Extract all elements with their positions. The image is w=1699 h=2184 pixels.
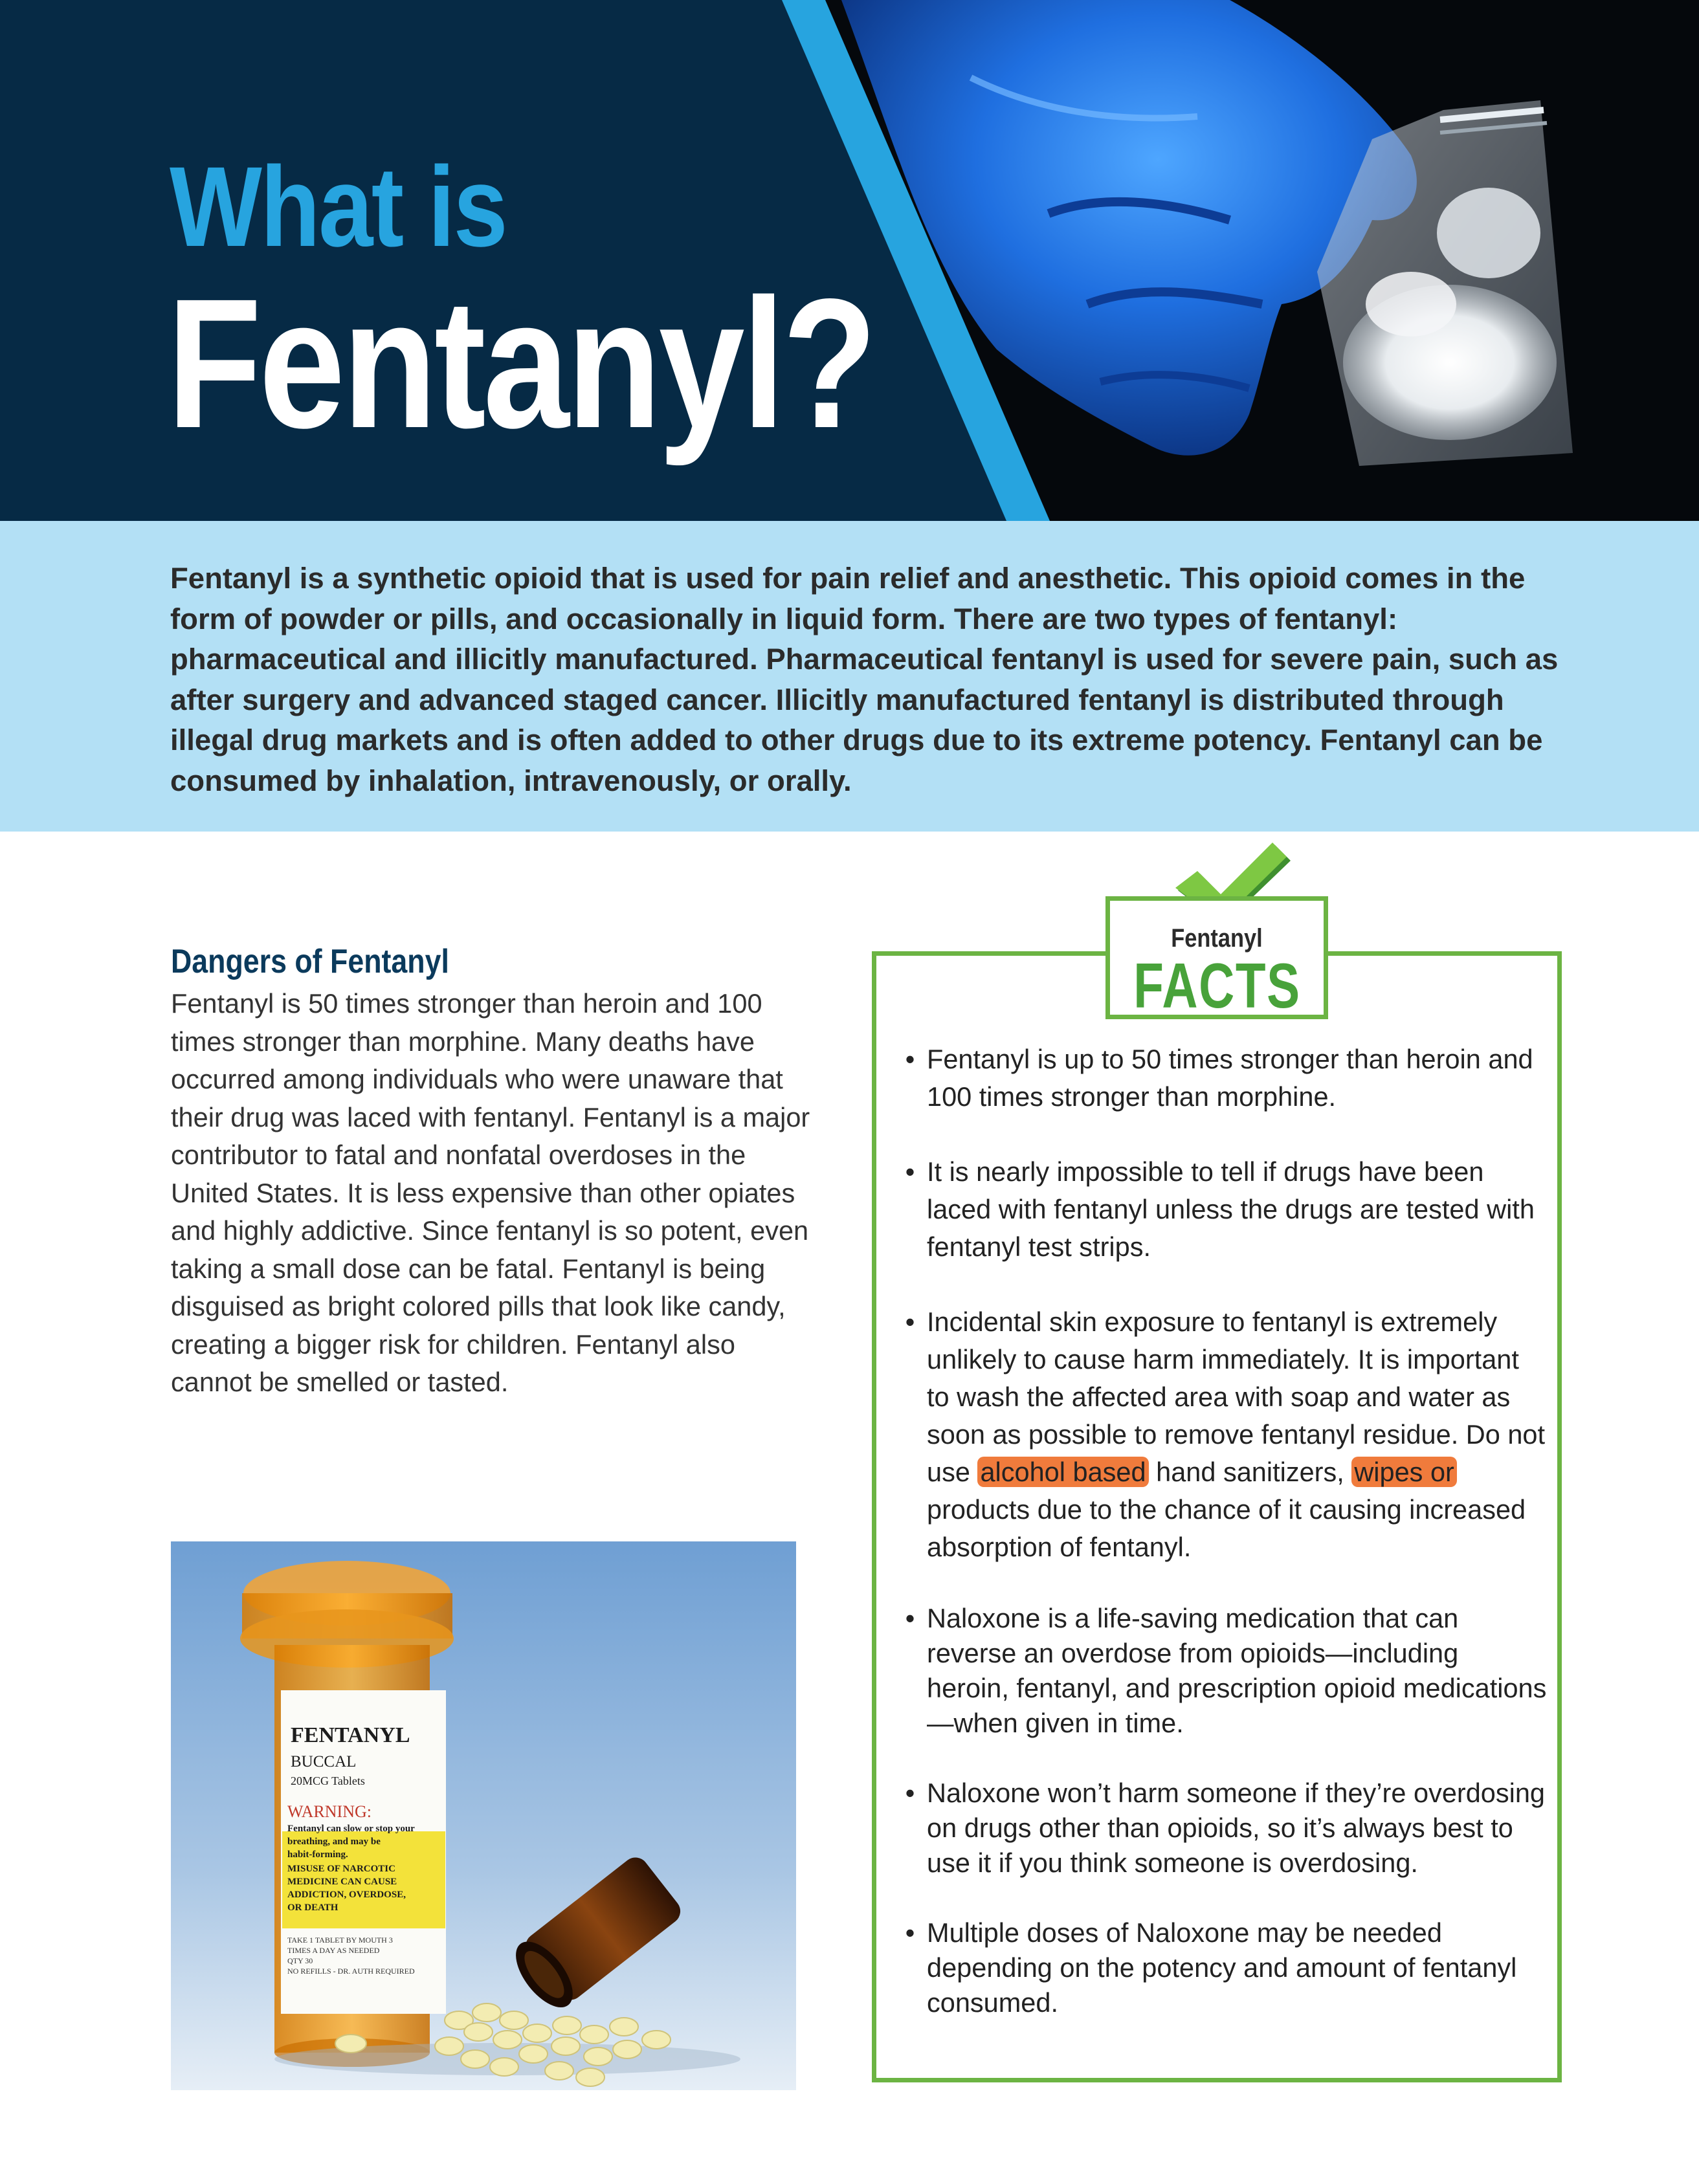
bullet-icon: • <box>905 1778 915 1808</box>
fact-item <box>893 1601 1547 1741</box>
bottle-warning-line: MISUSE OF NARCOTIC <box>287 1864 395 1874</box>
bottle-label-buccal: BUCCAL <box>291 1753 357 1770</box>
dangers-heading: Dangers of Fentanyl <box>171 943 449 980</box>
fact-item <box>893 1153 1547 1266</box>
bottle-direction-line: TIMES A DAY AS NEEDED <box>287 1946 380 1955</box>
badge-fentanyl-label: Fentanyl <box>1171 924 1263 953</box>
intro-paragraph: Fentanyl is a synthetic opioid that is used for pain relief and anesthetic. This opioid comes in the form of powder or pills, and occasionally in liquid form. There are two types of fentanyl: pharmaceutical and illicitly manufactured. Pharmaceutical fentanyl is used for severe pain, such as after surgery and advanced staged cancer. Illicitly manufactured fentanyl is distributed through illegal drug markets and is often added to other drugs due to its extreme potency. Fentanyl can be consumed by inhalation, intravenously, or orally. <box>170 562 1559 797</box>
fact-text: Multiple doses of Naloxone may be needed depending on the potency and amount of fentanyl consumed. <box>927 1917 1517 2018</box>
bottle-direction-line: NO REFILLS - DR. AUTH REQUIRED <box>287 1967 415 1976</box>
fact-item <box>893 1915 1547 2020</box>
fact-text: products due to the chance of it causing increased absorption of fentanyl. <box>927 1494 1526 1562</box>
pill-bottle-photo <box>171 1541 796 2090</box>
facts-badge <box>1105 896 1328 1019</box>
fact-item <box>893 1041 1547 1116</box>
facts-list <box>893 1041 1547 2020</box>
bottle-direction-line: QTY 30 <box>287 1956 313 1965</box>
bottle-warning-line: breathing, and may be <box>287 1837 381 1847</box>
title-fentanyl: Fentanyl? <box>167 261 874 467</box>
fact-text: Fentanyl is up to 50 times stronger than heroin and 100 times stronger than morphine. <box>927 1044 1533 1112</box>
bottle-warning-line: habit-forming. <box>287 1849 348 1860</box>
fact-text: It is nearly impossible to tell if drugs have been laced with fentanyl unless the drugs are tested with fentanyl test strips. <box>927 1156 1535 1262</box>
bottle-warning-line: Fentanyl can slow or stop your <box>287 1824 415 1834</box>
bullet-icon: • <box>905 1603 915 1633</box>
fact-text: Naloxone is a life-saving medication that can reverse an overdose from opioids—including heroin, fentanyl, and prescription opioid medications—when given in time. <box>927 1603 1547 1738</box>
highlight-alcohol-based: alcohol based <box>977 1457 1148 1487</box>
bottle-direction-line: TAKE 1 TABLET BY MOUTH 3 <box>287 1936 393 1945</box>
bottle-warning-line: ADDICTION, OVERDOSE, <box>287 1890 406 1900</box>
header-banner <box>0 0 1699 521</box>
dangers-paragraph: Fentanyl is 50 times stronger than heroin and 100 times stronger than morphine. Many deaths have occurred among individuals who were unaware that their drug was laced with fentanyl. Fentanyl is a major contributor to fatal and nonfatal overdoses in the United States. It is less expensive than other opiates and highly addictive. Since fentanyl is so potent, even taking a small dose can be fatal. Fentanyl is being disguised as bright colored pills that look like candy, creating a bigger risk for children. Fentanyl also cannot be smelled or tasted. <box>171 988 810 1397</box>
bottle-label-warning: WARNING: <box>287 1802 372 1821</box>
bottle-warning-line: MEDICINE CAN CAUSE <box>287 1877 397 1887</box>
title-what-is: What is <box>170 144 507 270</box>
bottle-label-dose: 20MCG Tablets <box>291 1774 365 1787</box>
bullet-icon: • <box>905 1044 915 1074</box>
fact-text: Incidental skin exposure to fentanyl is extremely unlikely to cause harm immediately. It is important to wash the affected area with soap and water as soon as possible to remove fentanyl residue. Do not use <box>927 1307 1546 1487</box>
fact-text: hand sanitizers, <box>1148 1457 1352 1487</box>
fact-item <box>893 1776 1547 1881</box>
bullet-icon: • <box>905 1307 915 1337</box>
bullet-icon: • <box>905 1917 915 1948</box>
bottle-label-name: FENTANYL <box>291 1723 410 1747</box>
bottle-warning-line: OR DEATH <box>287 1903 339 1913</box>
intro-band <box>0 521 1699 832</box>
fact-item <box>893 1303 1547 1566</box>
bullet-icon: • <box>905 1156 915 1187</box>
badge-facts-label: FACTS <box>1133 950 1301 1021</box>
highlight-wipes-or: wipes or <box>1351 1457 1457 1487</box>
fact-text: Naloxone won’t harm someone if they’re overdosing on drugs other than opioids, so it’s always best to use it if you think someone is overdosing. <box>927 1778 1546 1878</box>
